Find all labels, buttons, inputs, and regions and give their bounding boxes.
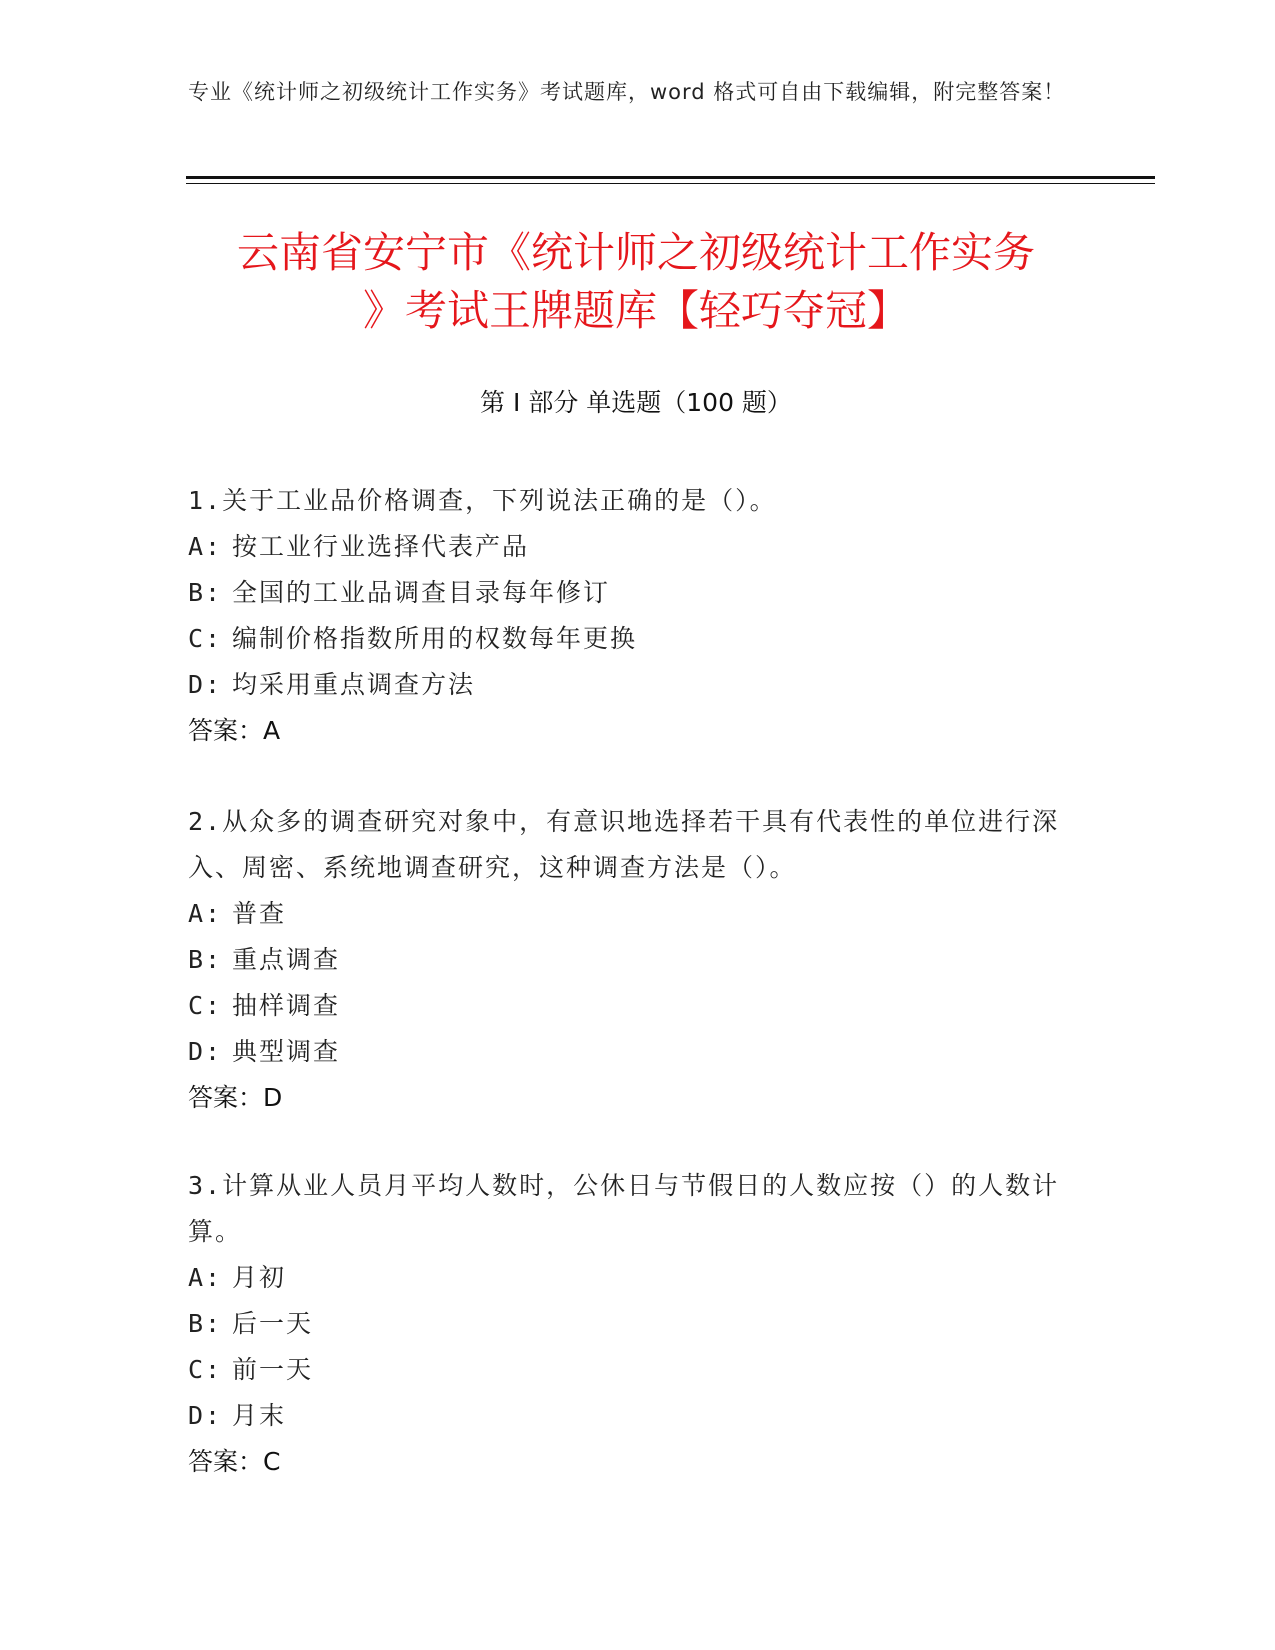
option-c [188,616,1068,662]
option-text: 典型调查 [232,1037,341,1066]
section-heading: 第 I 部分 单选题（100 题） [480,388,792,417]
option-key: D: [188,670,223,699]
option-key: C: [188,624,223,653]
document-title-line-1: 云南省安宁市《统计师之初级统计工作实务 [236,228,1035,277]
question-stem: 1.关于工业品价格调查，下列说法正确的是（）。 [188,486,777,515]
option-a [188,1255,1068,1301]
answer-line: 答案：A [188,716,281,745]
option-key: B: [188,945,223,974]
option-key: D: [188,1037,223,1066]
option-d [188,1393,1068,1439]
document-title [186,224,1086,340]
option-text: 重点调查 [232,945,341,974]
option-a [188,524,1068,570]
option-key: B: [188,1309,223,1338]
option-text: 编制价格指数所用的权数每年更换 [232,624,638,653]
option-text: 均采用重点调查方法 [232,670,476,699]
option-key: B: [188,578,223,607]
option-text: 按工业行业选择代表产品 [232,532,530,561]
header-note: 专业《统计师之初级统计工作实务》考试题库，word 格式可自由下载编辑，附完整答案！ [188,80,1066,104]
question-1 [188,478,1068,754]
option-key: A: [188,1263,223,1292]
answer-line: 答案：C [188,1447,281,1476]
option-key: A: [188,532,223,561]
option-d [188,662,1068,708]
header-divider-thin [186,183,1155,184]
option-key: A: [188,899,223,928]
header-divider-thick [186,176,1155,179]
question-3 [188,1163,1068,1485]
option-text: 后一天 [232,1309,314,1338]
option-b [188,937,1068,983]
option-text: 普查 [232,899,287,928]
option-key: C: [188,991,223,1020]
option-a [188,891,1068,937]
option-key: C: [188,1355,223,1384]
question-stem: 3.计算从业人员月平均人数时，公休日与节假日的人数应按（）的人数计算。 [188,1171,1060,1246]
answer-line: 答案：D [188,1083,283,1112]
option-b [188,1301,1068,1347]
option-d [188,1029,1068,1075]
document-title-line-2: 》考试王牌题库【轻巧夺冠】 [362,286,909,335]
option-text: 月末 [232,1401,287,1430]
question-stem: 2.从众多的调查研究对象中，有意识地选择若干具有代表性的单位进行深入、周密、系统地调查研究，这种调查方法是（）。 [188,807,1060,882]
option-text: 前一天 [232,1355,314,1384]
option-text: 抽样调查 [232,991,341,1020]
option-b [188,570,1068,616]
option-text: 全国的工业品调查目录每年修订 [232,578,611,607]
option-c [188,1347,1068,1393]
option-c [188,983,1068,1029]
option-text: 月初 [232,1263,287,1292]
option-key: D: [188,1401,223,1430]
question-2 [188,799,1068,1121]
